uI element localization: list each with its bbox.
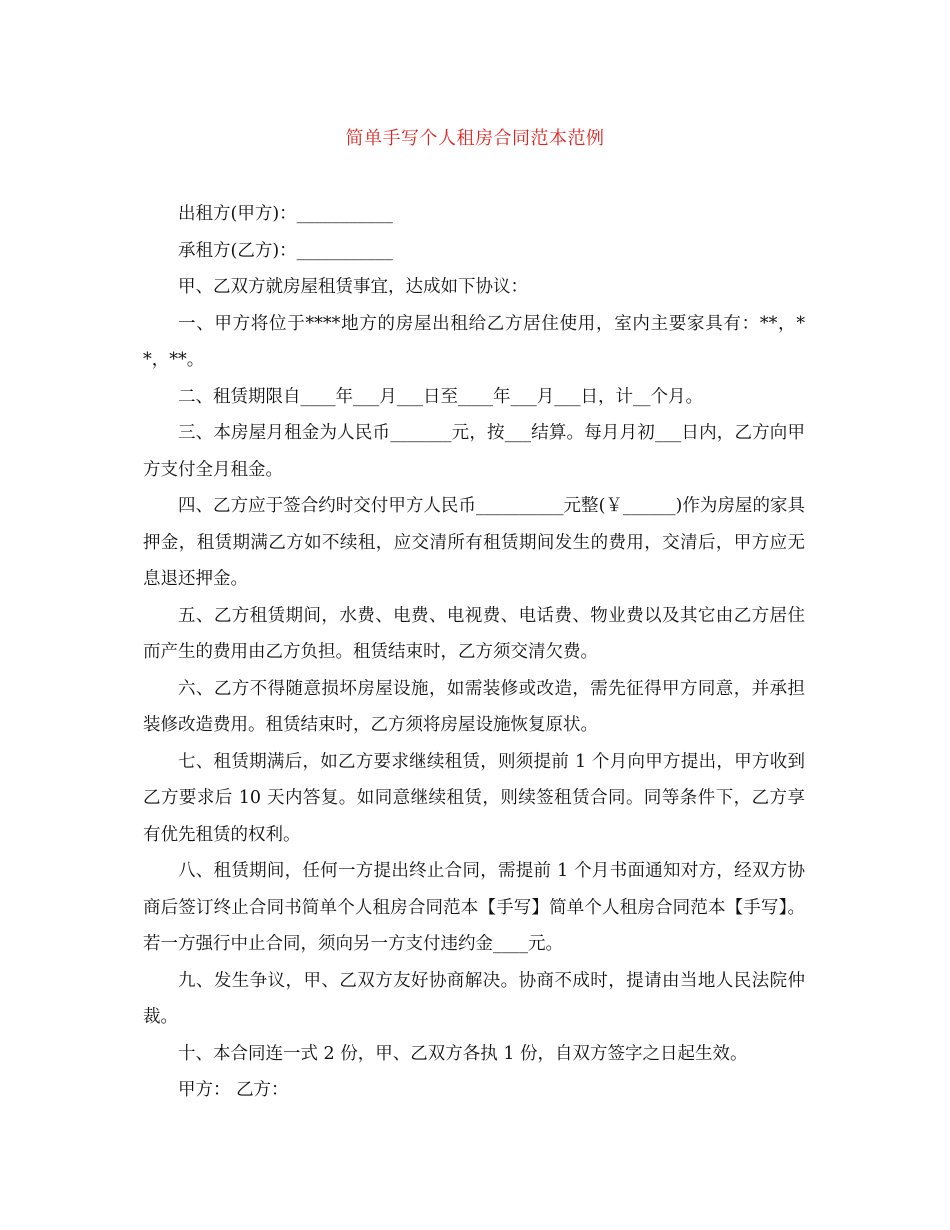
contract-body — [143, 196, 805, 1109]
clause-4: 四、乙方应于签合约时交付甲方人民币__________元整(￥______)作为房屋的家具押金，租赁期满乙方如不续租，应交清所有租赁期间发生的费用，交清后，甲方应无息退还押金。 — [143, 496, 805, 589]
document-title: 简单手写个人租房合同范本范例 — [345, 128, 605, 149]
clause-6: 六、乙方不得随意损坏房屋设施，如需装修或改造，需先征得甲方同意，并承担装修改造费用。租赁结束时，乙方须将房屋设施恢复原状。 — [143, 678, 805, 735]
clause-10: 十、本合同连一式 2 份，甲、乙双方各执 1 份，自双方签字之日起生效。 — [178, 1043, 748, 1064]
lessee-line: 承租方(乙方)：___________ — [178, 240, 393, 261]
clause-1: 一、甲方将位于****地方的房屋出租给乙方居住使用，室内主要家具有：**，**，**。 — [143, 313, 805, 370]
agreement-intro: 甲、乙双方就房屋租赁事宜，达成如下协议： — [178, 277, 528, 297]
clause-2: 二、租赁期限自____年___月___日至____年___月___日，计__个月。 — [178, 386, 703, 407]
lessor-line: 出租方(甲方)：___________ — [178, 204, 393, 224]
clause-8: 八、租赁期间，任何一方提出终止合同，需提前 1 个月书面通知对方，经双方协商后签订终止合同书简单个人租房合同范本【手写】简单个人租房合同范本【手写】。若一方强行中止合同，须向另一方支付违约金____元。 — [143, 861, 805, 954]
clause-3: 三、本房屋月租金为人民币_______元，按___结算。每月月初___日内，乙方向甲方支付全月租金。 — [143, 423, 805, 480]
clause-7: 七、租赁期满后，如乙方要求继续租赁，则须提前 1 个月向甲方提出，甲方收到乙方要求后 10 天内答复。如同意继续租赁，则续签租赁合同。同等条件下，乙方享有优先租赁的权利。 — [143, 751, 805, 845]
signature-line: 甲方： 乙方： — [178, 1080, 289, 1100]
clause-9: 九、发生争议，甲、乙双方友好协商解决。协商不成时，提请由当地人民法院仲裁。 — [143, 970, 805, 1027]
clause-5: 五、乙方租赁期间，水费、电费、电视费、电话费、物业费以及其它由乙方居住而产生的费用由乙方负担。租赁结束时，乙方须交清欠费。 — [143, 605, 805, 662]
